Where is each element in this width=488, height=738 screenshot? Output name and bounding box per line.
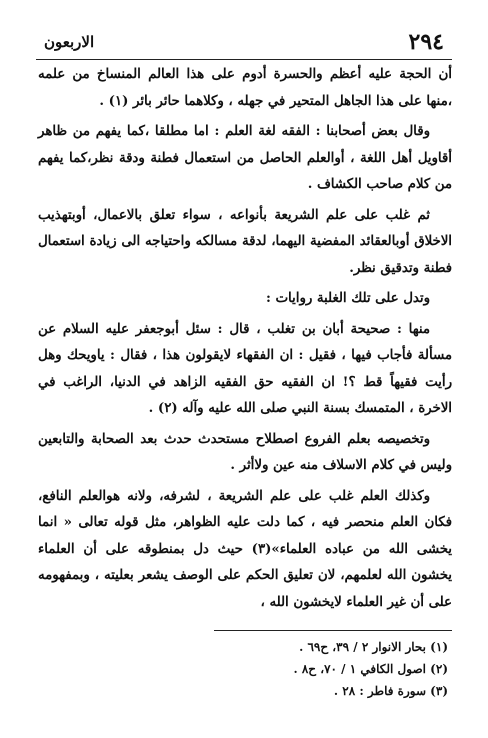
- paragraph: أن الحجة عليه أعظم والحسرة أدوم على هذا العالم المنساخ من علمه ،منها على هذا الجاهل المتحير في جهله ، وكلاهما حائر بائر (١) .: [38, 67, 452, 109]
- page-number: ٢٩٤: [408, 29, 444, 55]
- footnote: (١) بحار الانوار ٢ / ٣٩، ح٦٩ .: [299, 640, 448, 654]
- paragraph: وكذلك العلم غلب على علم الشريعة ، لشرفه، ولانه هوالعلم النافع، فكان العلم منحصر فيه ، كما دلت عليه الظواهر، مثل قوله تعالى « انما يخشى الله من عباده العلماء»(٣) حيث دل بمنطوقه على أن العلماء يخشون الله لعلمهم، لان تعليق الحكم على الوصف يشعر بعليته ، وبمفهومه على أن غير العلماء لايخشون الله ،: [38, 488, 452, 610]
- footnote: (٣) سورة فاطر : ٢٨ .: [333, 684, 448, 698]
- page-header: [36, 28, 452, 58]
- paragraph: ثم غلب على علم الشريعة بأنواعه ، سواء تعلق بالاعمال، أوبتهذيب الاخلاق أوبالعقائد المفضية اليهما، لدقة مسالكه واحتياجه الى زيادة استعمال فطنة وتدقيق نظر.: [38, 207, 452, 276]
- footnote: (٢) اصول الكافي ١ / ٧٠، ح٨ .: [293, 662, 448, 676]
- paragraph: وقال بعض أصحابنا : الفقه لغة العلم : اما مطلقا ،كما يفهم من ظاهر أقاويل أهل اللغة ، أوالعلم الحاصل من استعمال فطنة ودقة نظر،كما يفهم من كلام صاحب الكشاف .: [38, 124, 452, 192]
- running-title: الاربعون: [44, 33, 95, 51]
- paragraph: وتدل على تلك الغلبة روايات :: [265, 291, 430, 306]
- header-rule: [36, 59, 452, 60]
- paragraph: وتخصيصه بعلم الفروع اصطلاح مستحدث حدث بعد الصحابة والتابعين وليس في كلام الاسلاف منه عين ولاأثر .: [38, 431, 452, 473]
- footnotes: [148, 636, 448, 702]
- footnote-separator: [214, 630, 452, 631]
- paragraph: منها : صحيحة أبان بن تغلب ، قال : سئل أبوجعفر عليه السلام عن مسألة فأجاب فيها ، فقيل : ان الفقهاء لايقولون هذا ، فقال : ياويحك وهل رأيت فقيهاً قط ؟! ان الفقيه حق الفقيه الزاهد في الدنيا، الراغب في الاخرة ، المتمسك بسنة النبي صلى الله عليه وآله (٢) .: [38, 321, 452, 416]
- main-text: [38, 62, 452, 620]
